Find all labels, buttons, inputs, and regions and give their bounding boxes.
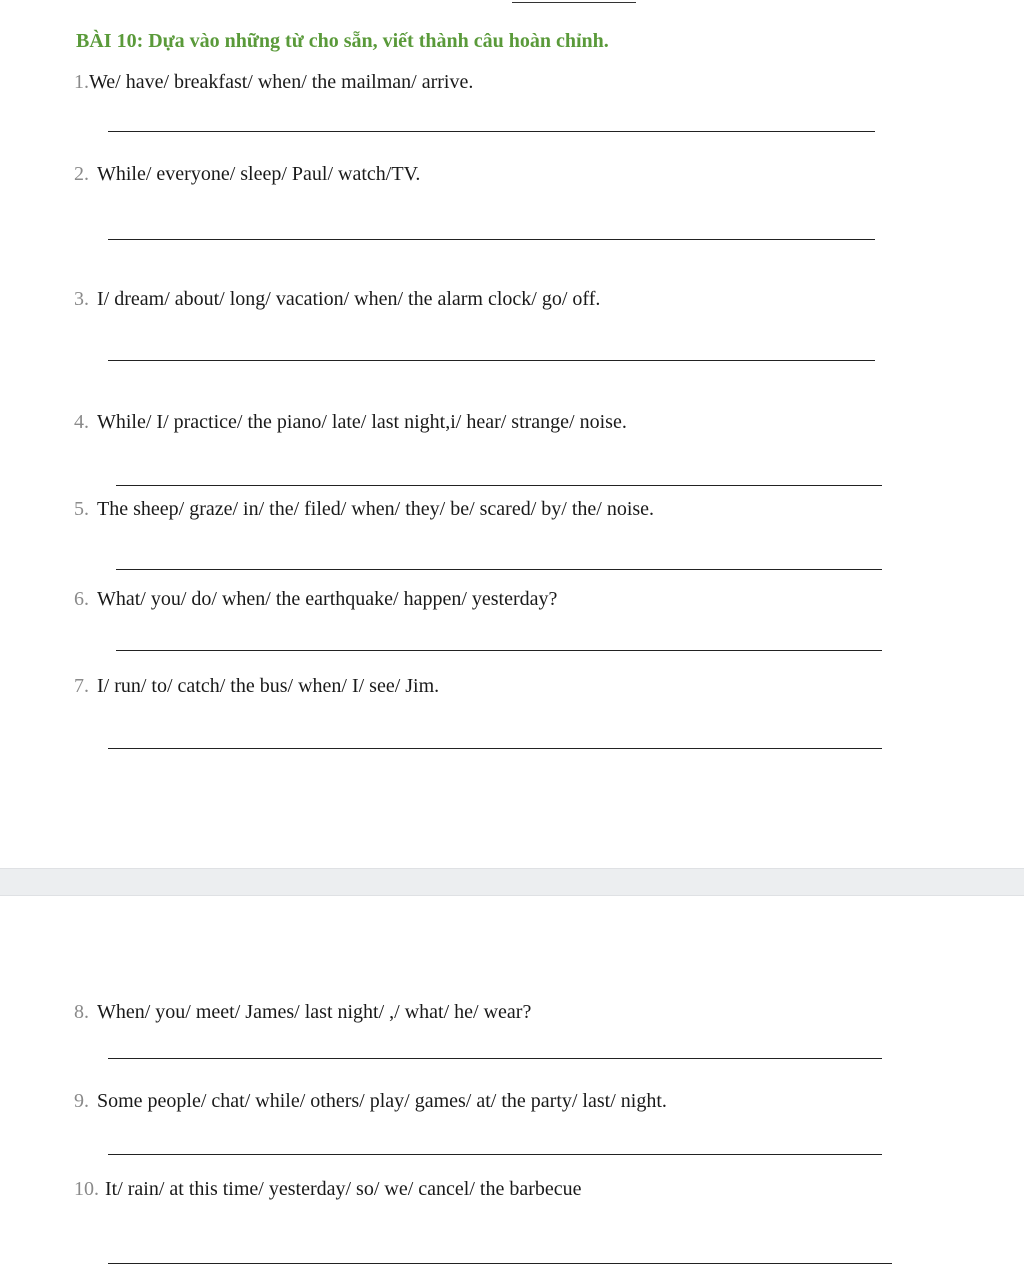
top-rule xyxy=(512,2,636,3)
item-number: 7. xyxy=(74,675,89,697)
answer-line-8[interactable] xyxy=(108,1058,882,1059)
answer-line-2[interactable] xyxy=(108,239,875,240)
item-text: What/ you/ do/ when/ the earthquake/ happen/ yesterday? xyxy=(97,588,558,610)
answer-line-3[interactable] xyxy=(108,360,875,361)
exercise-item-7 xyxy=(74,674,439,698)
answer-line-9[interactable] xyxy=(108,1154,882,1155)
item-text: While/ everyone/ sleep/ Paul/ watch/TV. xyxy=(97,163,421,185)
exercise-item-3 xyxy=(74,287,600,311)
item-text: When/ you/ meet/ James/ last night/ ,/ what/ he/ wear? xyxy=(97,1001,532,1023)
exercise-item-9 xyxy=(74,1089,667,1113)
exercise-item-8 xyxy=(74,1000,531,1024)
answer-line-10[interactable] xyxy=(108,1263,892,1264)
item-text: The sheep/ graze/ in/ the/ filed/ when/ they/ be/ scared/ by/ the/ noise. xyxy=(97,498,655,520)
item-text: I/ run/ to/ catch/ the bus/ when/ I/ see/ Jim. xyxy=(97,675,440,697)
exercise-item-2 xyxy=(74,162,420,186)
exercise-item-6 xyxy=(74,587,557,611)
item-number: 2. xyxy=(74,163,89,185)
item-text: We/ have/ breakfast/ when/ the mailman/ arrive. xyxy=(89,71,474,93)
item-number: 4. xyxy=(74,411,89,433)
item-number: 1. xyxy=(74,71,89,93)
item-number: 6. xyxy=(74,588,89,610)
item-number: 8. xyxy=(74,1001,89,1023)
answer-line-7[interactable] xyxy=(108,748,882,749)
item-number: 9. xyxy=(74,1090,89,1112)
item-number: 5. xyxy=(74,498,89,520)
answer-line-6[interactable] xyxy=(116,650,882,651)
page-separator xyxy=(0,868,1024,896)
item-text: It/ rain/ at this time/ yesterday/ so/ we/ cancel/ the barbecue xyxy=(105,1178,582,1200)
item-number: 3. xyxy=(74,288,89,310)
item-text: Some people/ chat/ while/ others/ play/ games/ at/ the party/ last/ night. xyxy=(97,1090,667,1112)
answer-line-1[interactable] xyxy=(108,131,875,132)
answer-line-4[interactable] xyxy=(116,485,882,486)
exercise-item-5 xyxy=(74,497,654,521)
exercise-item-10 xyxy=(74,1177,581,1201)
exercise-title: BÀI 10: Dựa vào những từ cho sẵn, viết thành câu hoàn chỉnh. xyxy=(76,30,609,52)
document-page-2 xyxy=(0,896,1024,1280)
item-text: I/ dream/ about/ long/ vacation/ when/ the alarm clock/ go/ off. xyxy=(97,288,601,310)
item-text: While/ I/ practice/ the piano/ late/ last night,i/ hear/ strange/ noise. xyxy=(97,411,627,433)
exercise-item-4 xyxy=(74,410,627,434)
item-number: 10. xyxy=(74,1178,99,1200)
exercise-item-1 xyxy=(74,70,473,94)
answer-line-5[interactable] xyxy=(116,569,882,570)
